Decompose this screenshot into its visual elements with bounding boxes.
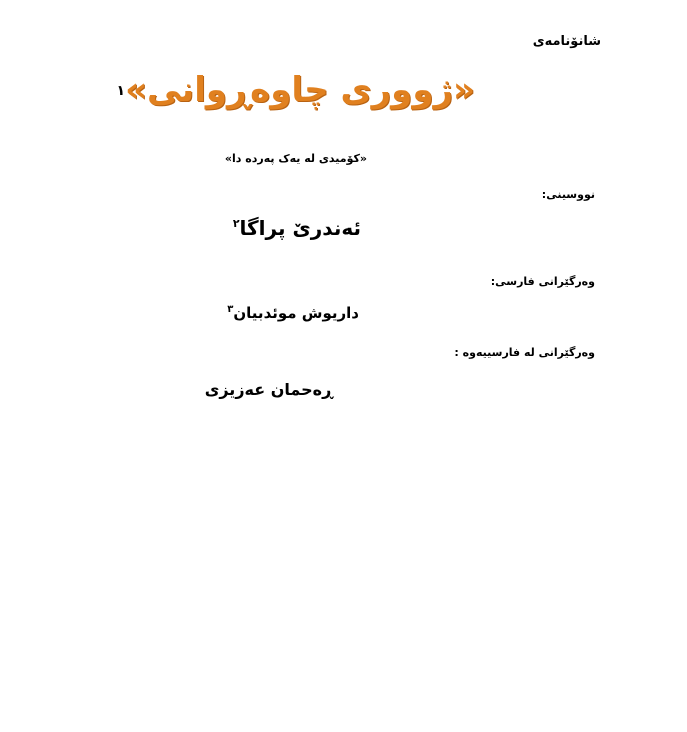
persian-translator-name: داریوش موئدبیان [233, 304, 359, 322]
author-block [229, 216, 361, 240]
genre-label: شانۆنامەی [532, 34, 601, 49]
persian-translator-footnote-ref: ٣ [227, 304, 234, 315]
persian-translator-block [223, 304, 359, 322]
kurdish-translator-label: وەرگێرانی لە فارسییەوە : [454, 346, 595, 359]
author-label: نووسینی: [541, 188, 595, 201]
title-block [113, 70, 475, 110]
persian-translator-label: وەرگێرانی فارسی: [490, 275, 595, 288]
author-name: ئەندرێ پراگا [239, 216, 361, 240]
play-subtitle: «کۆمیدی لە یەک پەردە دا» [224, 152, 367, 165]
play-title: «ژووری چاوەڕوانی» [125, 70, 475, 110]
author-footnote-ref: ٢ [232, 217, 240, 231]
title-footnote-ref: ١ [116, 82, 126, 99]
kurdish-translator-name: ڕەحمان عەزیزی [204, 380, 333, 399]
